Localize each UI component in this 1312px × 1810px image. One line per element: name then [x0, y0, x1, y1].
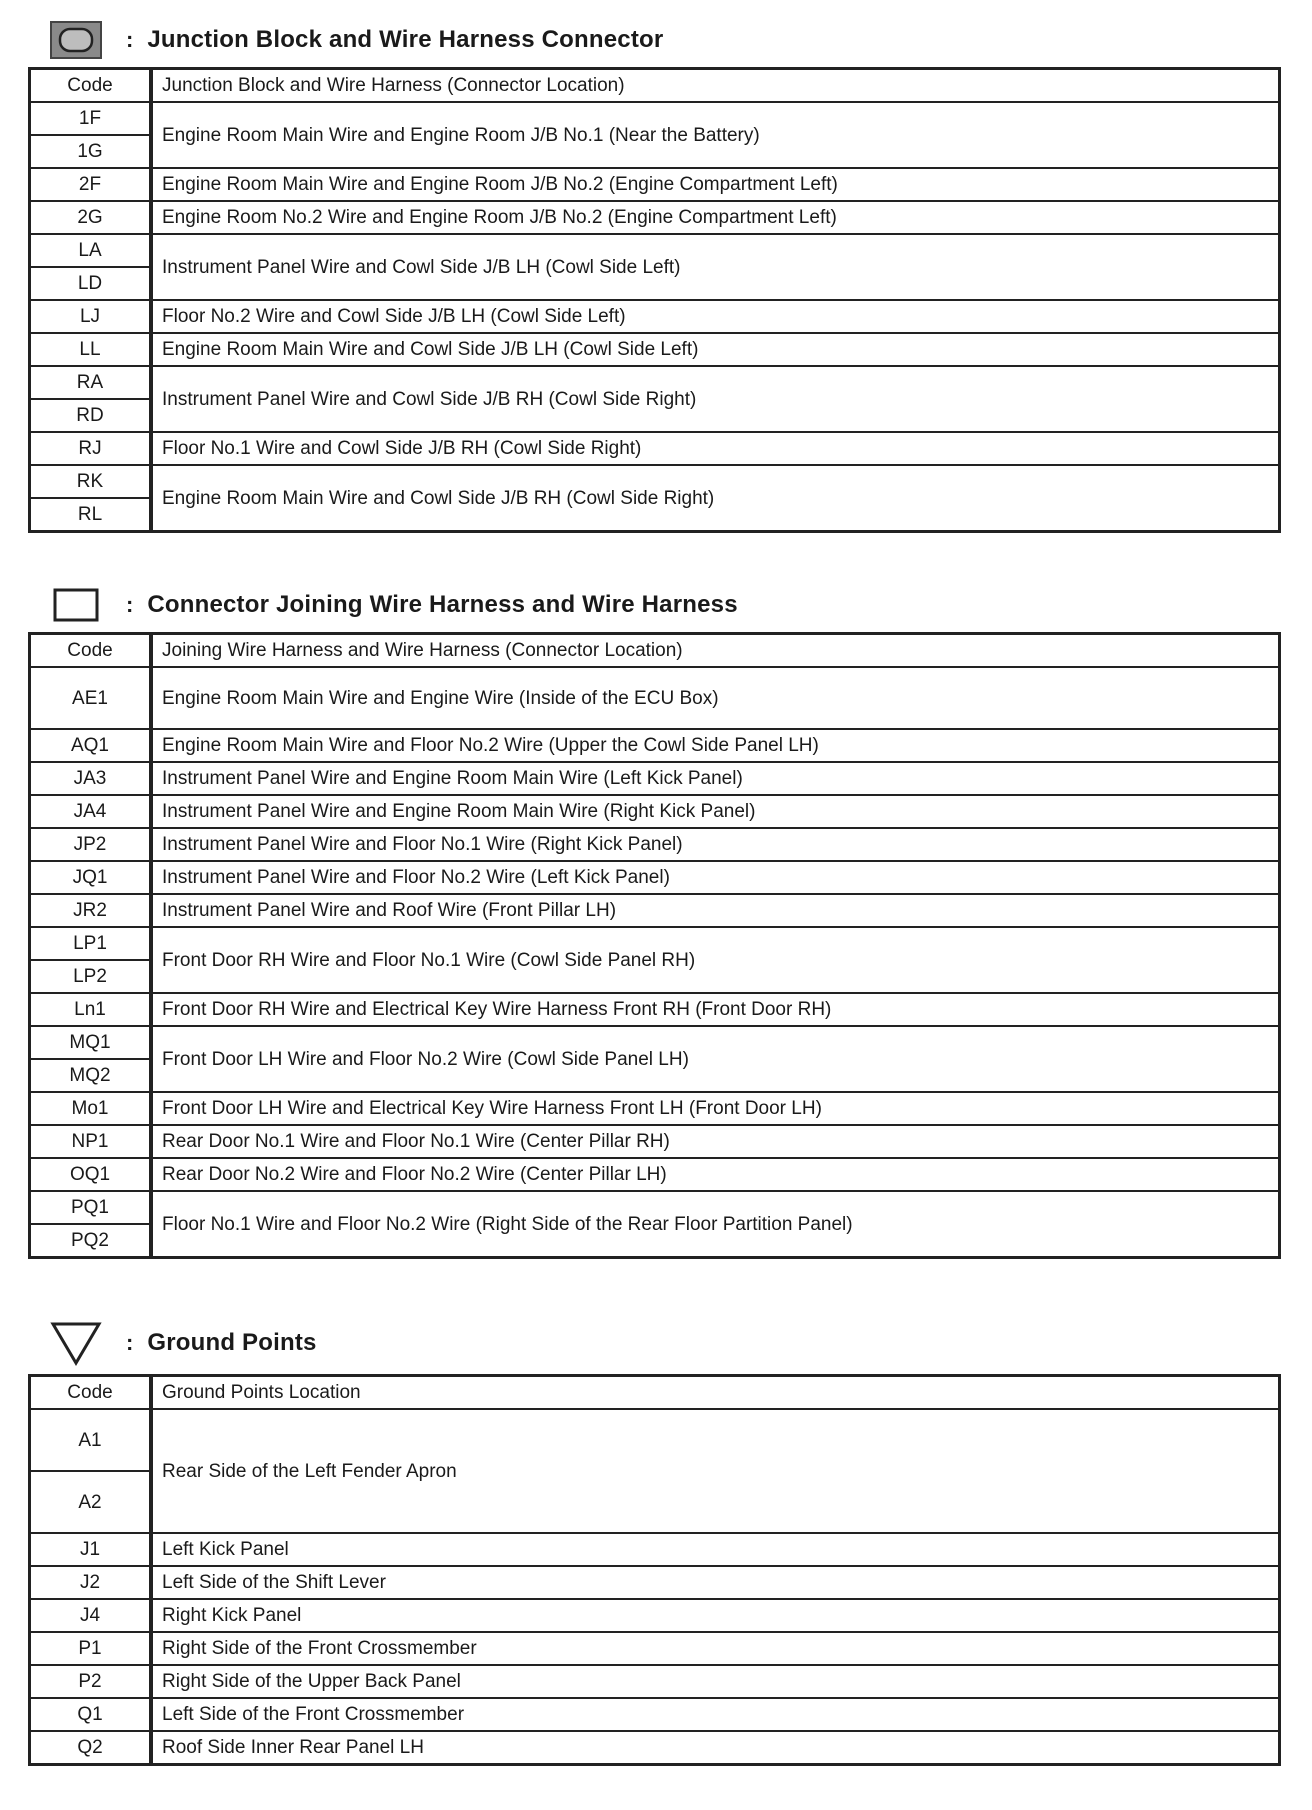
location-cell: Engine Room Main Wire and Cowl Side J/B RH (Cowl Side Right)	[151, 465, 1280, 532]
location-cell: Left Side of the Shift Lever	[151, 1566, 1280, 1599]
connector-title: Connector Joining Wire Harness and Wire Harness	[147, 591, 738, 618]
table-row	[30, 729, 1280, 762]
code-cell: PQ2	[30, 1224, 152, 1258]
location-cell: Front Door LH Wire and Floor No.2 Wire (Cowl Side Panel LH)	[151, 1026, 1280, 1092]
code-cell: OQ1	[30, 1158, 152, 1191]
location-cell: Roof Side Inner Rear Panel LH	[151, 1731, 1280, 1765]
junction-table	[28, 67, 1281, 533]
code-cell: 2G	[30, 201, 152, 234]
code-cell: LA	[30, 234, 152, 267]
location-cell: Floor No.2 Wire and Cowl Side J/B LH (Cowl Side Left)	[151, 300, 1280, 333]
table-row	[30, 894, 1280, 927]
code-cell: LP2	[30, 960, 152, 993]
connector-section-heading	[48, 580, 738, 630]
code-cell: 1F	[30, 102, 152, 135]
location-cell: Instrument Panel Wire and Floor No.1 Wire (Right Kick Panel)	[151, 828, 1280, 861]
code-cell: RJ	[30, 432, 152, 465]
code-cell: P1	[30, 1632, 152, 1665]
column-header-location: Ground Points Location	[151, 1376, 1280, 1410]
column-header-code: Code	[30, 634, 152, 668]
code-cell: Q1	[30, 1698, 152, 1731]
location-cell: Rear Door No.1 Wire and Floor No.1 Wire (Center Pillar RH)	[151, 1125, 1280, 1158]
column-header-location: Junction Block and Wire Harness (Connector Location)	[151, 69, 1280, 103]
column-header-code: Code	[30, 1376, 152, 1410]
location-cell: Front Door RH Wire and Electrical Key Wire Harness Front RH (Front Door RH)	[151, 993, 1280, 1026]
table-row	[30, 201, 1280, 234]
table-row	[30, 828, 1280, 861]
junction-title: Junction Block and Wire Harness Connector	[147, 26, 664, 53]
table-row	[30, 1731, 1280, 1765]
table-row	[30, 1632, 1280, 1665]
code-cell: LL	[30, 333, 152, 366]
location-cell: Left Side of the Front Crossmember	[151, 1698, 1280, 1731]
table-row	[30, 432, 1280, 465]
location-cell: Rear Door No.2 Wire and Floor No.2 Wire (Center Pillar LH)	[151, 1158, 1280, 1191]
table-row	[30, 667, 1280, 729]
table-row	[30, 333, 1280, 366]
table-row	[30, 1566, 1280, 1599]
table-row	[30, 300, 1280, 333]
code-cell: JP2	[30, 828, 152, 861]
header-row	[30, 634, 1280, 668]
connector-table	[28, 632, 1281, 1259]
location-cell: Right Side of the Upper Back Panel	[151, 1665, 1280, 1698]
ground-colon: :	[126, 1330, 134, 1355]
code-cell: AQ1	[30, 729, 152, 762]
code-cell: J1	[30, 1533, 152, 1566]
table-row	[30, 1665, 1280, 1698]
location-cell: Engine Room Main Wire and Engine Wire (Inside of the ECU Box)	[151, 667, 1280, 729]
location-cell: Instrument Panel Wire and Floor No.2 Wire (Left Kick Panel)	[151, 861, 1280, 894]
code-cell: J2	[30, 1566, 152, 1599]
code-cell: AE1	[30, 667, 152, 729]
code-cell: JQ1	[30, 861, 152, 894]
code-cell: RK	[30, 465, 152, 498]
connector-colon: :	[126, 592, 134, 617]
code-cell: LP1	[30, 927, 152, 960]
table-row	[30, 1599, 1280, 1632]
table-row	[30, 861, 1280, 894]
location-cell: Front Door RH Wire and Floor No.1 Wire (Cowl Side Panel RH)	[151, 927, 1280, 993]
table-row	[30, 1409, 1280, 1471]
table-row	[30, 1533, 1280, 1566]
location-cell: Floor No.1 Wire and Floor No.2 Wire (Right Side of the Rear Floor Partition Panel)	[151, 1191, 1280, 1258]
code-cell: Mo1	[30, 1092, 152, 1125]
code-cell: 2F	[30, 168, 152, 201]
location-cell: Instrument Panel Wire and Engine Room Main Wire (Right Kick Panel)	[151, 795, 1280, 828]
code-cell: MQ1	[30, 1026, 152, 1059]
location-cell: Instrument Panel Wire and Cowl Side J/B LH (Cowl Side Left)	[151, 234, 1280, 300]
connector-symbol-icon	[48, 582, 104, 628]
code-cell: JA4	[30, 795, 152, 828]
code-cell: 1G	[30, 135, 152, 168]
column-header-code: Code	[30, 69, 152, 103]
table-row	[30, 366, 1280, 399]
table-row	[30, 234, 1280, 267]
location-cell: Instrument Panel Wire and Roof Wire (Front Pillar LH)	[151, 894, 1280, 927]
location-cell: Instrument Panel Wire and Engine Room Main Wire (Left Kick Panel)	[151, 762, 1280, 795]
code-cell: Q2	[30, 1731, 152, 1765]
junction-section-heading	[48, 15, 663, 65]
table-row	[30, 1125, 1280, 1158]
ground-table	[28, 1374, 1281, 1766]
code-cell: RD	[30, 399, 152, 432]
table-row	[30, 465, 1280, 498]
table-row	[30, 927, 1280, 960]
column-header-location: Joining Wire Harness and Wire Harness (Connector Location)	[151, 634, 1280, 668]
code-cell: RA	[30, 366, 152, 399]
code-cell: Ln1	[30, 993, 152, 1026]
table-row	[30, 993, 1280, 1026]
code-cell: J4	[30, 1599, 152, 1632]
code-cell: RL	[30, 498, 152, 532]
table-row	[30, 168, 1280, 201]
junction-colon: :	[126, 27, 134, 52]
table-row	[30, 1092, 1280, 1125]
code-cell: A2	[30, 1471, 152, 1533]
table-row	[30, 1158, 1280, 1191]
location-cell: Floor No.1 Wire and Cowl Side J/B RH (Cowl Side Right)	[151, 432, 1280, 465]
code-cell: NP1	[30, 1125, 152, 1158]
location-cell: Engine Room No.2 Wire and Engine Room J/B No.2 (Engine Compartment Left)	[151, 201, 1280, 234]
ground-point-triangle-icon	[48, 1320, 104, 1366]
location-cell: Rear Side of the Left Fender Apron	[151, 1409, 1280, 1533]
location-cell: Engine Room Main Wire and Cowl Side J/B LH (Cowl Side Left)	[151, 333, 1280, 366]
table-row	[30, 1698, 1280, 1731]
code-cell: P2	[30, 1665, 152, 1698]
table-row	[30, 102, 1280, 135]
table-row	[30, 795, 1280, 828]
location-cell: Instrument Panel Wire and Cowl Side J/B RH (Cowl Side Right)	[151, 366, 1280, 432]
code-cell: JR2	[30, 894, 152, 927]
code-cell: PQ1	[30, 1191, 152, 1224]
code-cell: A1	[30, 1409, 152, 1471]
table-row	[30, 762, 1280, 795]
code-cell: LD	[30, 267, 152, 300]
code-cell: LJ	[30, 300, 152, 333]
table-row	[30, 1026, 1280, 1059]
location-cell: Engine Room Main Wire and Engine Room J/B No.2 (Engine Compartment Left)	[151, 168, 1280, 201]
location-cell: Right Side of the Front Crossmember	[151, 1632, 1280, 1665]
location-cell: Right Kick Panel	[151, 1599, 1280, 1632]
location-cell: Engine Room Main Wire and Floor No.2 Wire (Upper the Cowl Side Panel LH)	[151, 729, 1280, 762]
code-cell: JA3	[30, 762, 152, 795]
ground-section-heading	[48, 1318, 317, 1368]
location-cell: Left Kick Panel	[151, 1533, 1280, 1566]
junction-block-symbol-icon	[48, 17, 104, 63]
location-cell: Engine Room Main Wire and Engine Room J/B No.1 (Near the Battery)	[151, 102, 1280, 168]
header-row	[30, 69, 1280, 103]
code-cell: MQ2	[30, 1059, 152, 1092]
table-row	[30, 1191, 1280, 1224]
header-row	[30, 1376, 1280, 1410]
ground-title: Ground Points	[147, 1329, 317, 1356]
location-cell: Front Door LH Wire and Electrical Key Wire Harness Front LH (Front Door LH)	[151, 1092, 1280, 1125]
